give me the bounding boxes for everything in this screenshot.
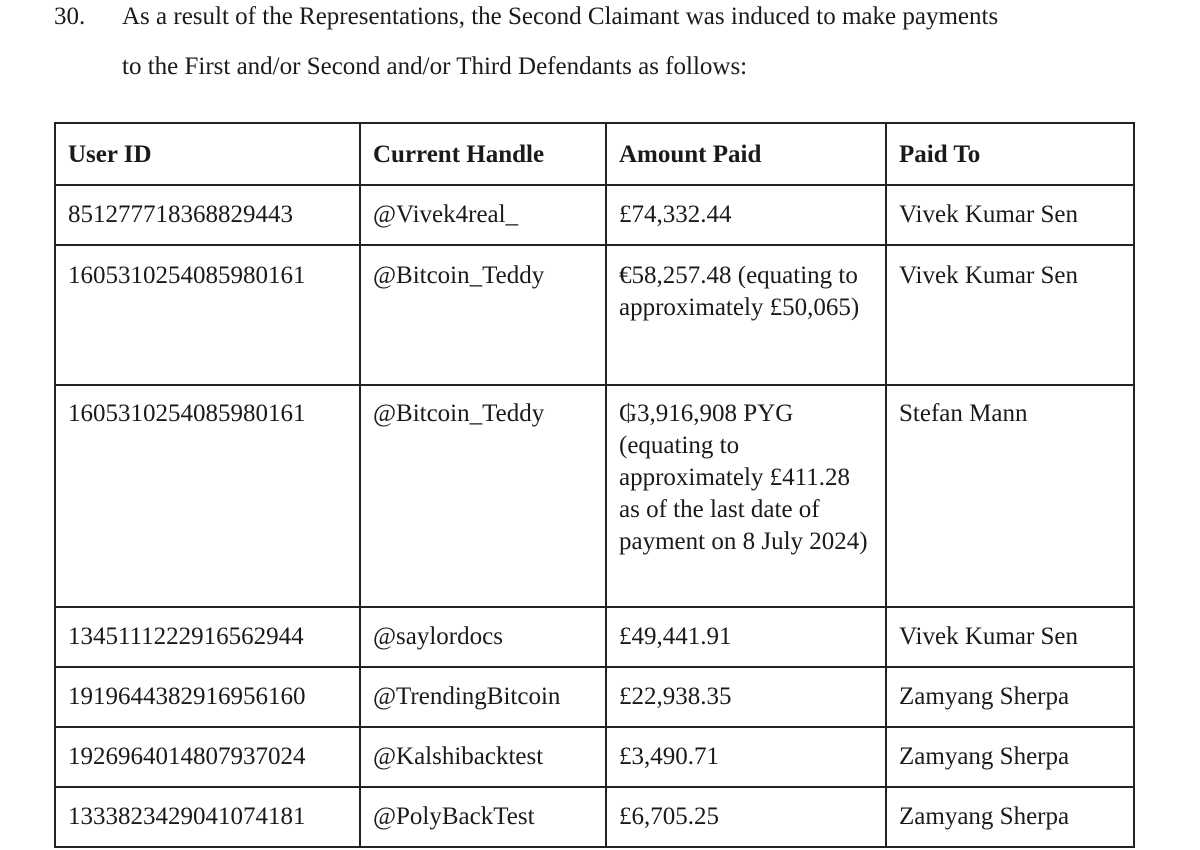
table-row xyxy=(55,787,1134,847)
table-row xyxy=(55,667,1134,727)
cell-paid-to: Vivek Kumar Sen xyxy=(886,185,1134,245)
cell-paid-to: Vivek Kumar Sen xyxy=(886,607,1134,667)
cell-user-id: 1605310254085980161 xyxy=(55,245,360,385)
cell-paid-to: Zamyang Sherpa xyxy=(886,727,1134,787)
cell-amount: £49,441.91 xyxy=(606,607,886,667)
cell-paid-to: Vivek Kumar Sen xyxy=(886,245,1134,385)
header-user-id: User ID xyxy=(55,123,360,185)
header-paid-to: Paid To xyxy=(886,123,1134,185)
payments-table xyxy=(54,122,1135,848)
table-row xyxy=(55,245,1134,385)
cell-user-id: 1333823429041074181 xyxy=(55,787,360,847)
cell-amount: £74,332.44 xyxy=(606,185,886,245)
cell-user-id: 1926964014807937024 xyxy=(55,727,360,787)
paragraph-text-line-1: As a result of the Representations, the Second Claimant was induced to make payments xyxy=(122,3,999,30)
cell-amount: €58,257.48 (equating to approximately £50,065) xyxy=(606,245,886,385)
cell-amount: £22,938.35 xyxy=(606,667,886,727)
cell-paid-to: Zamyang Sherpa xyxy=(886,787,1134,847)
cell-paid-to: Stefan Mann xyxy=(886,385,1134,607)
cell-amount: ₲3,916,908 PYG (equating to approximately £411.28 as of the last date of payment on 8 July 2024) xyxy=(606,385,886,607)
header-amount-paid: Amount Paid xyxy=(606,123,886,185)
cell-handle: @PolyBackTest xyxy=(360,787,606,847)
cell-handle: @Bitcoin_Teddy xyxy=(360,245,606,385)
cell-handle: @Kalshibacktest xyxy=(360,727,606,787)
cell-handle: @Vivek4real_ xyxy=(360,185,606,245)
table-row xyxy=(55,607,1134,667)
cell-handle: @TrendingBitcoin xyxy=(360,667,606,727)
cell-handle: @Bitcoin_Teddy xyxy=(360,385,606,607)
cell-user-id: 1345111222916562944 xyxy=(55,607,360,667)
table-row xyxy=(55,385,1134,607)
table-row xyxy=(55,185,1134,245)
cell-user-id: 1605310254085980161 xyxy=(55,385,360,607)
table-header-row xyxy=(55,123,1134,185)
cell-user-id: 1919644382916956160 xyxy=(55,667,360,727)
paragraph-number: 30. xyxy=(54,3,86,30)
cell-user-id: 851277718368829443 xyxy=(55,185,360,245)
table-row xyxy=(55,727,1134,787)
cell-amount: £3,490.71 xyxy=(606,727,886,787)
cell-paid-to: Zamyang Sherpa xyxy=(886,667,1134,727)
paragraph-text-line-2: to the First and/or Second and/or Third Defendants as follows: xyxy=(122,53,748,80)
cell-handle: @saylordocs xyxy=(360,607,606,667)
cell-amount: £6,705.25 xyxy=(606,787,886,847)
header-current-handle: Current Handle xyxy=(360,123,606,185)
